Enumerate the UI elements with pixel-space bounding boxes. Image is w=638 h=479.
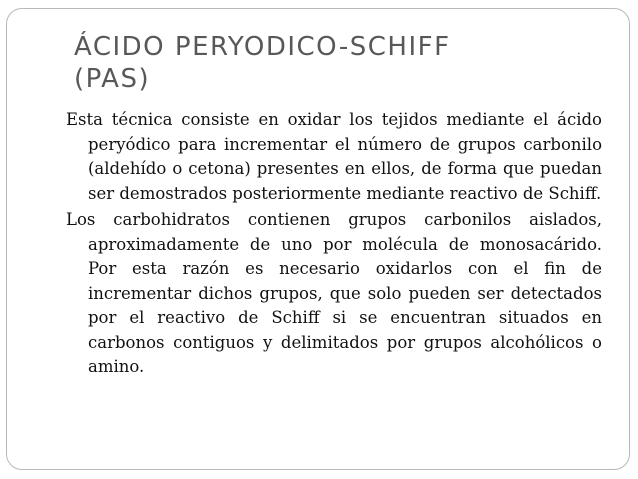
slide-title-line-2: (PAS) (74, 64, 151, 94)
body-paragraph-1: Esta técnica consiste en oxidar los tejidos mediante el ácido peryódico para incrementar el número de grupos carbonilo (aldehído o cetona) presentes en ellos, de forma que puedan ser demostrados posteriormente mediante reactivo de Schiff. (66, 110, 602, 203)
slide-body (66, 108, 602, 382)
slide-title-line-1: ÁCIDO PERYODICO-SCHIFF (74, 32, 451, 62)
slide-title (74, 31, 594, 95)
body-paragraph-2: Los carbohidratos contienen grupos carbonilos aislados, aproximadamente de uno por molécula de monosacárido. Por esta razón es necesario oxidarlos con el fin de incrementar dichos grupos, que solo pueden ser detectados por el reactivo de Schiff si se encuentran situados en carbonos contiguos y delimitados por grupos alcohólicos o amino. (66, 210, 602, 376)
